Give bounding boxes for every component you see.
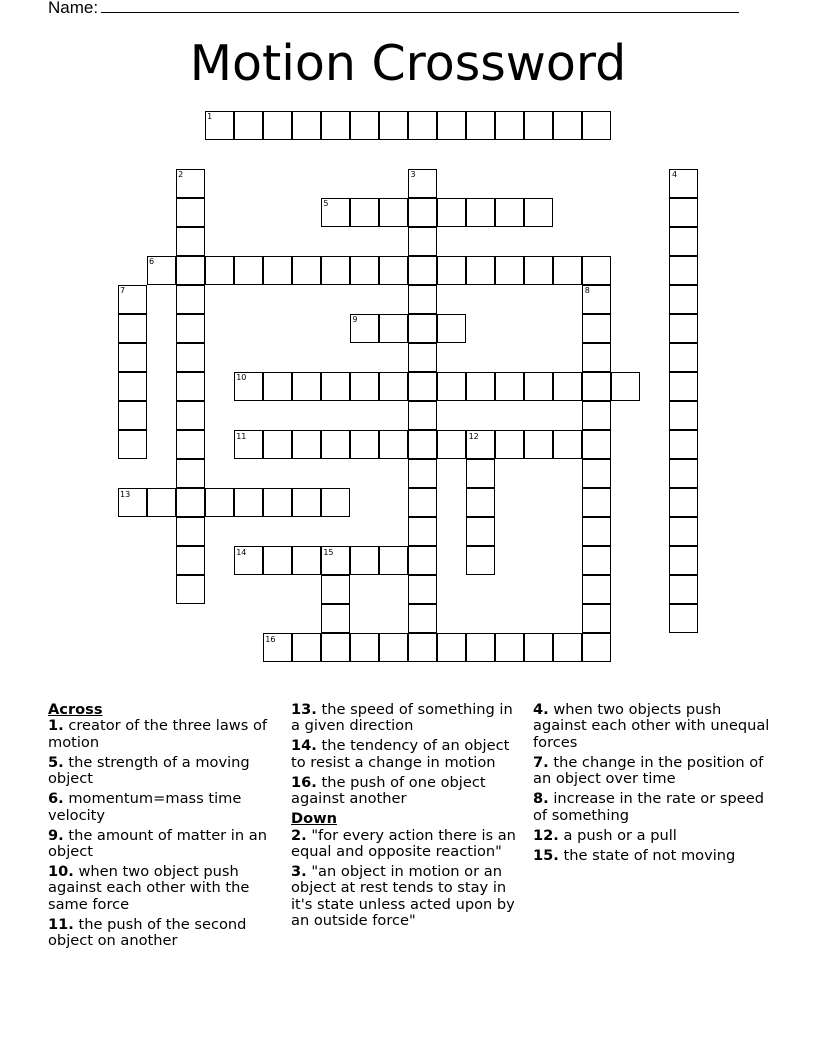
grid-cell[interactable] <box>524 256 553 285</box>
page-title: Motion Crossword <box>189 35 627 92</box>
clue-down-7: 7. the change in the position of an object over time <box>533 753 764 788</box>
clue-across-5: 5. the strength of a moving object <box>48 753 250 788</box>
grid-cell[interactable] <box>408 546 437 575</box>
grid-cell[interactable] <box>524 198 553 227</box>
grid-cell[interactable] <box>408 314 437 343</box>
clue-down-3: 3. "an object in motion or an object at rest tends to stay in it's state unless acted upon by an outside force" <box>291 863 515 930</box>
grid-cell[interactable] <box>350 256 379 285</box>
grid-cell[interactable] <box>495 111 524 140</box>
grid-cell[interactable] <box>582 546 611 575</box>
grid-cell[interactable] <box>466 633 495 662</box>
grid-cell[interactable] <box>524 111 553 140</box>
grid-cell[interactable] <box>263 430 292 459</box>
clue-across-11: 11. the push of the second object on another <box>48 915 247 950</box>
grid-cell[interactable] <box>408 227 437 256</box>
grid-cell[interactable] <box>176 285 205 314</box>
clue-number-10: 10 <box>236 373 247 383</box>
grid-cell[interactable] <box>582 256 611 285</box>
clue-number-8: 8 <box>584 286 590 296</box>
grid-cell[interactable] <box>292 372 321 401</box>
grid-cell[interactable] <box>408 285 437 314</box>
across-heading: Across <box>48 701 103 718</box>
grid-cell[interactable] <box>466 546 495 575</box>
grid-cell[interactable] <box>176 459 205 488</box>
clue-number-12: 12 <box>468 431 479 441</box>
clue-down-12: 12. a push or a pull <box>533 826 677 844</box>
clue-down-15: 15. the state of not moving <box>533 846 736 864</box>
clue-number-5: 5 <box>323 199 329 209</box>
clue-column-2 <box>291 702 523 933</box>
grid-cell[interactable] <box>147 488 176 517</box>
grid-cell[interactable] <box>408 633 437 662</box>
grid-cell[interactable] <box>408 604 437 633</box>
clue-across-1: 1. creator of the three laws of motion <box>48 717 268 751</box>
grid-cell[interactable] <box>176 198 205 227</box>
clue-number-6: 6 <box>149 257 155 267</box>
grid-cell[interactable] <box>582 401 611 430</box>
grid-cell[interactable] <box>379 633 408 662</box>
clue-across-9: 9. the amount of matter in an object <box>48 826 267 861</box>
grid-cell[interactable] <box>437 111 466 140</box>
grid-cell[interactable] <box>495 633 524 662</box>
grid-cell[interactable] <box>669 575 698 604</box>
grid-cell[interactable] <box>234 111 263 140</box>
grid-cell[interactable] <box>466 488 495 517</box>
clue-number-14: 14 <box>236 547 247 557</box>
grid-cell[interactable] <box>379 546 408 575</box>
grid-cell[interactable] <box>321 372 350 401</box>
grid-cell[interactable] <box>466 372 495 401</box>
grid-cell[interactable] <box>582 488 611 517</box>
grid-cell[interactable] <box>176 546 205 575</box>
grid-cell[interactable] <box>118 314 147 343</box>
grid-cell[interactable] <box>263 256 292 285</box>
grid-cell[interactable] <box>118 401 147 430</box>
grid-cell[interactable] <box>118 343 147 372</box>
grid-cell[interactable] <box>582 604 611 633</box>
grid-cell[interactable] <box>321 575 350 604</box>
grid-cell[interactable] <box>379 314 408 343</box>
grid-cell[interactable] <box>350 546 379 575</box>
grid-cell[interactable] <box>495 198 524 227</box>
grid-cell[interactable] <box>669 459 698 488</box>
grid-cell[interactable] <box>176 227 205 256</box>
grid-cell[interactable] <box>350 633 379 662</box>
grid-cell[interactable] <box>118 430 147 459</box>
grid-cell[interactable] <box>408 343 437 372</box>
grid-cell[interactable] <box>350 111 379 140</box>
grid-cell[interactable] <box>321 430 350 459</box>
grid-cell[interactable] <box>292 256 321 285</box>
grid-cell[interactable] <box>205 488 234 517</box>
grid-cell[interactable] <box>292 111 321 140</box>
grid-cell[interactable] <box>263 111 292 140</box>
grid-cell[interactable] <box>118 372 147 401</box>
grid-cell[interactable] <box>321 111 350 140</box>
grid-cell[interactable] <box>292 430 321 459</box>
clue-down-2: 2. "for every action there is an equal and opposite reaction" <box>291 826 516 861</box>
grid-cell[interactable] <box>582 517 611 546</box>
grid-cell[interactable] <box>176 488 205 517</box>
grid-cell[interactable] <box>350 372 379 401</box>
grid-cell[interactable] <box>379 111 408 140</box>
clue-column-1 <box>48 702 270 953</box>
clue-across-10: 10. when two object push against each other with the same force <box>48 863 250 913</box>
grid-cell[interactable] <box>408 575 437 604</box>
grid-cell[interactable] <box>582 372 611 401</box>
grid-cell[interactable] <box>466 517 495 546</box>
clue-down-8: 8. increase in the rate or speed of something <box>533 790 764 824</box>
clue-number-16: 16 <box>265 634 276 644</box>
clue-number-1: 1 <box>207 112 213 121</box>
grid-cell[interactable] <box>292 546 321 575</box>
grid-cell[interactable] <box>495 430 524 459</box>
grid-cell[interactable] <box>582 314 611 343</box>
grid-cell[interactable] <box>205 256 234 285</box>
grid-cell[interactable] <box>466 459 495 488</box>
grid-cell[interactable] <box>437 256 466 285</box>
grid-cell[interactable] <box>176 372 205 401</box>
grid-cell[interactable] <box>669 285 698 314</box>
grid-cell[interactable] <box>379 430 408 459</box>
grid-cell[interactable] <box>408 430 437 459</box>
clue-across-6: 6. momentum=mass time velocity <box>48 790 242 824</box>
grid-cell[interactable] <box>582 343 611 372</box>
grid-cell[interactable] <box>611 372 640 401</box>
grid-cell[interactable] <box>379 198 408 227</box>
grid-cell[interactable] <box>176 517 205 546</box>
clue-number-11: 11 <box>236 431 247 441</box>
grid-cell[interactable] <box>176 314 205 343</box>
clue-across-13: 13. the speed of something in a given direction <box>291 701 513 735</box>
grid-cell[interactable] <box>437 430 466 459</box>
grid-cell[interactable] <box>466 198 495 227</box>
grid-cell[interactable] <box>669 488 698 517</box>
grid-cell[interactable] <box>669 604 698 633</box>
grid-cell[interactable] <box>234 256 263 285</box>
grid-cell[interactable] <box>437 633 466 662</box>
grid-cell[interactable] <box>524 633 553 662</box>
grid-cell[interactable] <box>669 256 698 285</box>
grid-cell[interactable] <box>582 633 611 662</box>
grid-cell[interactable] <box>466 256 495 285</box>
grid-cell[interactable] <box>263 372 292 401</box>
grid-cell[interactable] <box>582 111 611 140</box>
grid-cell[interactable] <box>176 343 205 372</box>
name-label: Name: <box>48 0 99 17</box>
grid-cell[interactable] <box>553 256 582 285</box>
grid-cell[interactable] <box>408 517 437 546</box>
clue-number-7: 7 <box>120 286 126 296</box>
grid-cell[interactable] <box>350 198 379 227</box>
grid-cell[interactable] <box>379 256 408 285</box>
grid-cell[interactable] <box>669 343 698 372</box>
grid-cell[interactable] <box>669 372 698 401</box>
grid-cell[interactable] <box>292 633 321 662</box>
grid-cell[interactable] <box>408 459 437 488</box>
grid-cell[interactable] <box>176 256 205 285</box>
grid-cell[interactable] <box>669 314 698 343</box>
grid-cell[interactable] <box>321 256 350 285</box>
grid-cell[interactable] <box>524 372 553 401</box>
grid-cell[interactable] <box>234 488 263 517</box>
clue-number-9: 9 <box>352 315 358 325</box>
grid-cell[interactable] <box>408 256 437 285</box>
clue-column-3 <box>533 702 773 868</box>
clue-number-3: 3 <box>410 170 416 180</box>
grid-cell[interactable] <box>669 546 698 575</box>
grid-cell[interactable] <box>553 372 582 401</box>
grid-cell[interactable] <box>524 430 553 459</box>
grid-cell[interactable] <box>408 111 437 140</box>
grid-cell[interactable] <box>582 575 611 604</box>
grid-cell[interactable] <box>495 256 524 285</box>
grid-cell[interactable] <box>669 198 698 227</box>
grid-cell[interactable] <box>321 633 350 662</box>
grid-cell[interactable] <box>582 430 611 459</box>
grid-cell[interactable] <box>437 198 466 227</box>
clue-number-2: 2 <box>178 170 184 180</box>
grid-cell[interactable] <box>669 227 698 256</box>
grid-cell[interactable] <box>553 633 582 662</box>
grid-cell[interactable] <box>263 488 292 517</box>
grid-cell[interactable] <box>292 488 321 517</box>
grid-cell[interactable] <box>408 372 437 401</box>
grid-cell[interactable] <box>669 401 698 430</box>
grid-cell[interactable] <box>263 546 292 575</box>
grid-cell[interactable] <box>379 372 408 401</box>
grid-cell[interactable] <box>408 488 437 517</box>
grid-cell[interactable] <box>582 459 611 488</box>
clue-number-13: 13 <box>120 489 131 499</box>
grid-cell[interactable] <box>321 604 350 633</box>
grid-cell[interactable] <box>495 372 524 401</box>
grid-cell[interactable] <box>437 314 466 343</box>
grid-cell[interactable] <box>321 488 350 517</box>
grid-cell[interactable] <box>176 575 205 604</box>
grid-cell[interactable] <box>553 430 582 459</box>
grid-cell[interactable] <box>176 401 205 430</box>
grid-cell[interactable] <box>437 372 466 401</box>
clue-number-4: 4 <box>671 170 678 180</box>
clue-across-16: 16. the push of one object against another <box>291 773 486 808</box>
clue-down-4: 4. when two objects push against each other with unequal forces <box>533 701 770 751</box>
grid-cell[interactable] <box>408 198 437 227</box>
grid-cell[interactable] <box>553 111 582 140</box>
grid-cell[interactable] <box>669 430 698 459</box>
grid-cell[interactable] <box>408 401 437 430</box>
grid-cell[interactable] <box>350 430 379 459</box>
grid-cell[interactable] <box>176 430 205 459</box>
clue-across-14: 14. the tendency of an object to resist a change in motion <box>291 737 510 771</box>
down-heading: Down <box>291 810 338 828</box>
grid-cell[interactable] <box>669 517 698 546</box>
grid-cell[interactable] <box>466 111 495 140</box>
clue-number-15: 15 <box>323 547 334 557</box>
